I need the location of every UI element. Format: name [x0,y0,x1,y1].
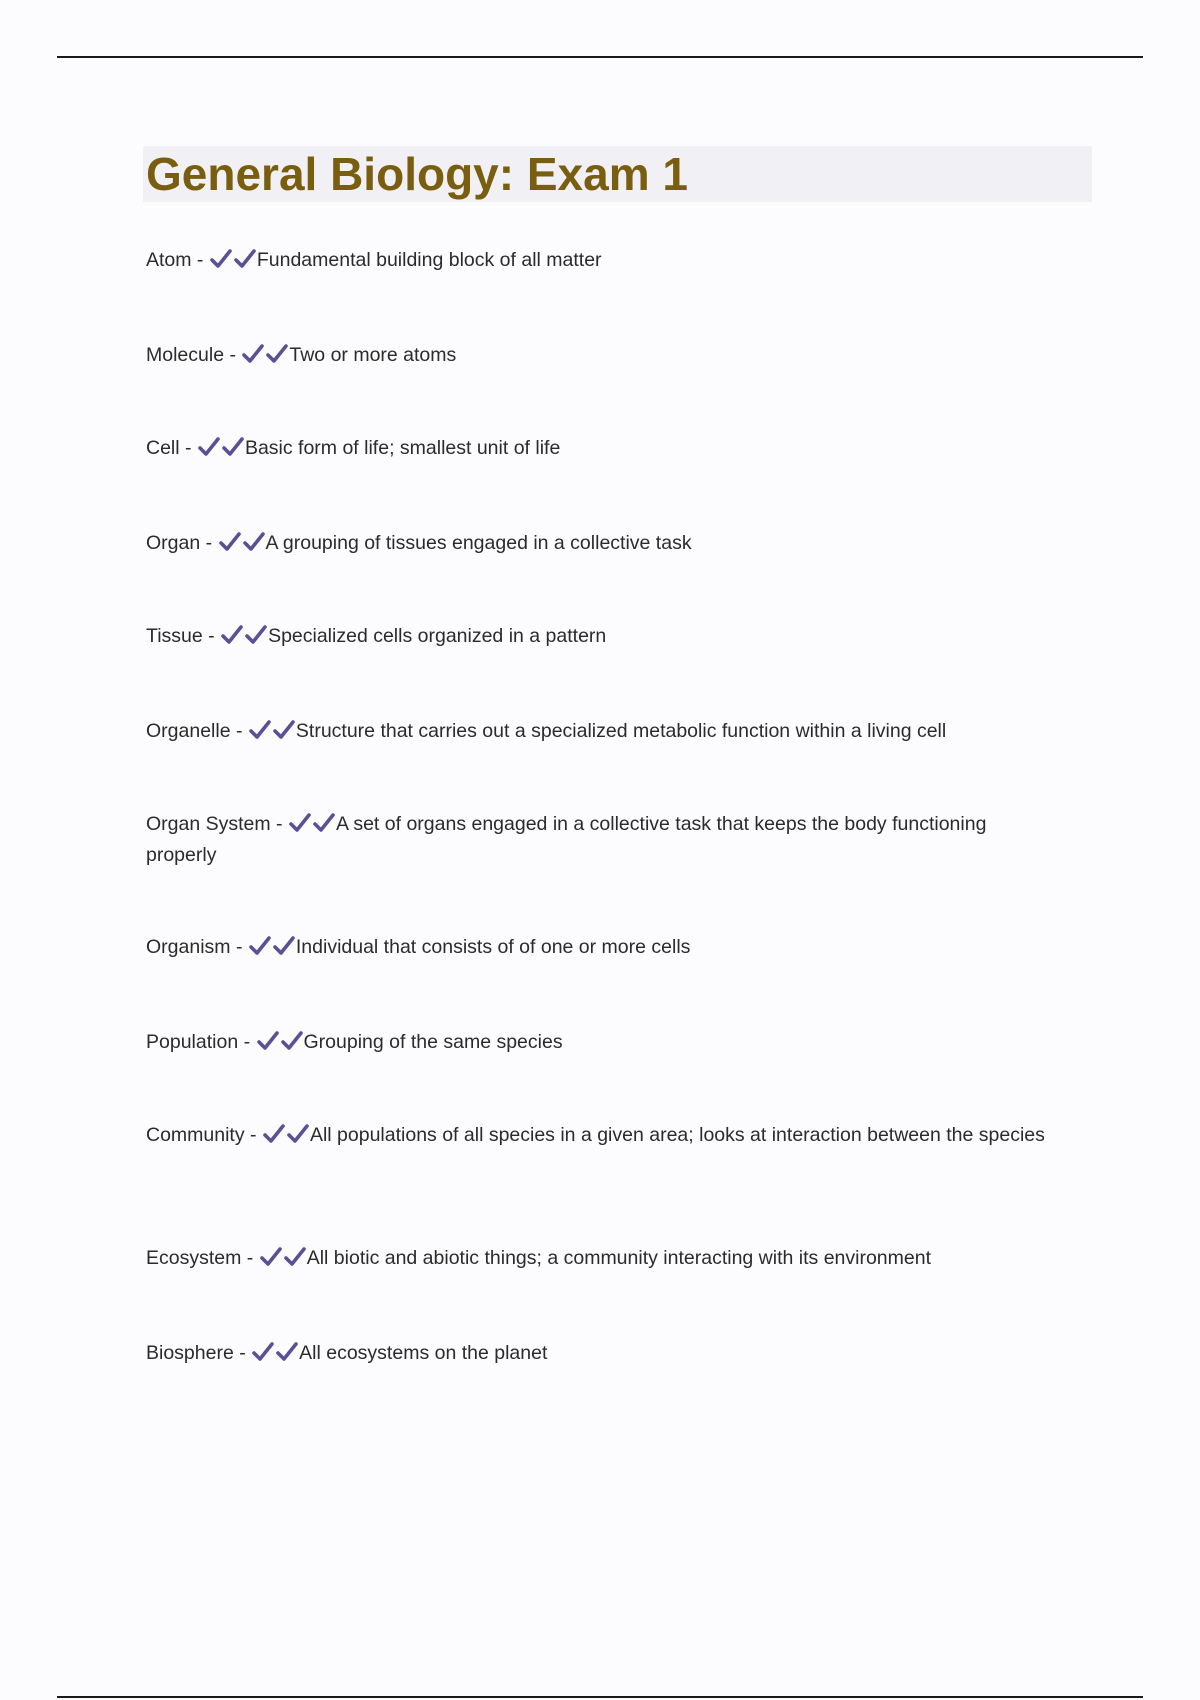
term-separator: - [230,936,248,958]
term-separator: - [179,437,197,459]
list-item [146,1120,1046,1151]
term: Population [146,1031,239,1053]
definition: All populations of all species in a given area; looks at interaction between the species [309,1124,1045,1146]
definition: Individual that consists of of one or more cells [295,936,691,958]
check-mark-icon [275,1340,299,1364]
definition: Specialized cells organized in a pattern [268,625,607,647]
definition: All ecosystems on the planet [299,1342,548,1364]
definition: A set of organs engaged in a collective task that keeps the body functioning properly [146,813,987,866]
check-mark-icon [272,718,296,742]
term-separator: - [191,249,209,271]
term: Biosphere [146,1342,234,1364]
check-mark-icon [288,811,312,835]
check-mark-icon [241,342,265,366]
list-item [146,621,1046,652]
term-separator: - [244,1124,262,1146]
page-title: General Biology: Exam 1 [146,148,688,200]
term-separator: - [224,344,242,366]
term-separator: - [270,813,288,835]
list-item [146,1027,1046,1058]
term: Organism [146,936,231,958]
definition: Grouping of the same species [303,1031,563,1053]
list-item [146,433,1046,464]
term-separator: - [238,1031,256,1053]
list-item [146,245,1046,276]
term: Molecule [146,344,225,366]
definition: All biotic and abiotic things; a community interacting with its environment [306,1247,931,1269]
check-mark-icon [244,623,268,647]
check-mark-icon [272,934,296,958]
list-item [146,340,1046,371]
list-item [146,1243,1046,1274]
list-item [146,932,1046,963]
definition: Two or more atoms [289,344,457,366]
term-separator: - [233,1342,252,1364]
term: Organelle [146,720,231,742]
check-mark-icon [221,435,245,459]
check-mark-icon [251,1340,275,1364]
check-mark-icon [242,530,266,554]
check-mark-icon [256,1029,280,1053]
check-mark-icon [312,811,336,835]
term: Organ System [146,813,271,835]
check-mark-icon [233,247,257,271]
term: Tissue [146,625,203,647]
check-mark-icon [197,435,221,459]
check-mark-icon [218,530,242,554]
term: Organ [146,532,201,554]
term-separator: - [200,532,218,554]
term: Community [146,1124,245,1146]
check-mark-icon [248,718,272,742]
list-item [146,1338,1046,1369]
term: Atom [146,249,192,271]
check-mark-icon [265,342,289,366]
list-item [146,716,1046,747]
list-item [146,528,1046,559]
check-mark-icon [262,1122,286,1146]
check-mark-icon [286,1122,310,1146]
term-separator: - [241,1247,259,1269]
term-separator: - [202,625,221,647]
definition: Structure that carries out a specialized metabolic function within a living cell [295,720,947,742]
definition: A grouping of tissues engaged in a collective task [265,532,692,554]
definition: Basic form of life; smallest unit of life [244,437,561,459]
term: Cell [146,437,180,459]
check-mark-icon [209,247,233,271]
check-mark-icon [280,1029,304,1053]
check-mark-icon [220,623,244,647]
check-mark-icon [248,934,272,958]
check-mark-icon [283,1245,307,1269]
bottom-rule [57,1696,1143,1698]
term: Ecosystem [146,1247,242,1269]
list-item [146,809,1046,871]
top-rule [57,56,1143,58]
term-separator: - [230,720,248,742]
definition: Fundamental building block of all matter [256,249,602,271]
check-mark-icon [259,1245,283,1269]
